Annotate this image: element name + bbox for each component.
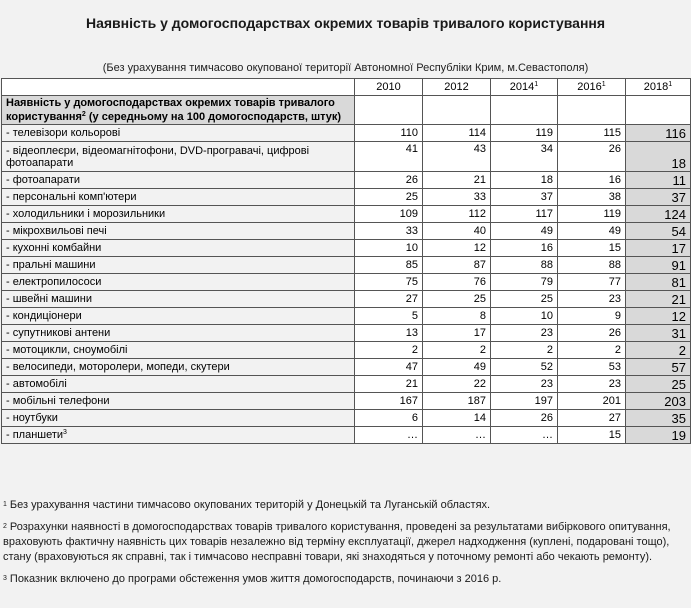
item-name [2, 172, 355, 189]
year-label: 2012 [444, 81, 469, 93]
section-header-label [2, 96, 355, 125]
value-cell: 23 [558, 376, 626, 393]
table-row [2, 240, 691, 257]
value-cell: 25 [355, 189, 423, 206]
table-row [2, 376, 691, 393]
value-cell: 12 [423, 240, 491, 257]
value-cell: 187 [423, 393, 491, 410]
item-name [2, 240, 355, 257]
value-cell: 85 [355, 257, 423, 274]
year-header [423, 79, 491, 96]
value-cell: 115 [558, 125, 626, 142]
value-cell: 49 [423, 359, 491, 376]
value-cell: 27 [558, 410, 626, 427]
section-label: Наявність у домогосподарствах окремих товарів тривалого користування [6, 97, 335, 123]
item-label: - електропилососи [6, 276, 102, 288]
footnote-text: Розрахунки наявності в домогосподарствах товарів тривалого користування, проведені за результатами вибіркового опитування, враховують фактичну наявність цих товарів незалежно від терміну експлуатації, джерел надходження (куплені, подаровані тощо), стану (враховуються як справні, так і тимчасово несправні товари, які знаходяться у поточному ремонті або чекають ремонту). [3, 521, 671, 563]
value-cell-latest: 116 [626, 125, 691, 142]
table-row [2, 393, 691, 410]
value-cell: 76 [423, 274, 491, 291]
value-cell: 23 [558, 291, 626, 308]
year-footnote-mark: 1 [601, 81, 606, 88]
year-label: 2016 [577, 81, 602, 93]
value-cell-latest: 31 [626, 325, 691, 342]
table-row [2, 189, 691, 206]
table-row [2, 125, 691, 142]
value-cell: 79 [491, 274, 558, 291]
footnote [3, 520, 687, 565]
value-cell: 9 [558, 308, 626, 325]
value-cell: 49 [558, 223, 626, 240]
value-cell-latest: 91 [626, 257, 691, 274]
value-cell: 15 [558, 240, 626, 257]
empty-cell [626, 96, 691, 125]
value-cell: 2 [355, 342, 423, 359]
item-name [2, 342, 355, 359]
table-row [2, 142, 691, 172]
page-subtitle: (Без урахування тимчасово окупованої території Автономної Республіки Крим, м.Севастополя) [102, 62, 589, 74]
value-cell: 26 [558, 325, 626, 342]
item-label: - велосипеди, моторолери, мопеди, скутери [6, 361, 230, 373]
empty-cell [423, 96, 491, 125]
value-cell-latest: 124 [626, 206, 691, 223]
value-cell-latest: 21 [626, 291, 691, 308]
value-cell: 17 [423, 325, 491, 342]
value-cell: 18 [491, 172, 558, 189]
item-label: - швейні машини [6, 293, 92, 305]
data-table [1, 78, 691, 444]
value-cell: 25 [491, 291, 558, 308]
value-cell: 119 [558, 206, 626, 223]
footnotes [3, 498, 687, 594]
value-cell-latest: 81 [626, 274, 691, 291]
table-row [2, 291, 691, 308]
item-footnote-mark: 3 [63, 429, 67, 436]
year-label: 2014 [509, 81, 535, 93]
item-name [2, 308, 355, 325]
table-row [2, 359, 691, 376]
value-cell: 15 [558, 427, 626, 444]
value-cell-latest: 18 [626, 142, 691, 172]
value-cell: 88 [491, 257, 558, 274]
year-header [491, 79, 558, 96]
value-cell: 112 [423, 206, 491, 223]
item-name [2, 223, 355, 240]
section-label-tail: (у середньому на 100 домогосподарств, штук) [85, 111, 342, 123]
value-cell-latest: 11 [626, 172, 691, 189]
value-cell: 5 [355, 308, 423, 325]
item-name [2, 206, 355, 223]
footnote-mark: 1 [3, 501, 7, 508]
footnote-text: Показник включено до програми обстеження умов життя домогосподарств, починаючи з 2016 р. [9, 573, 502, 585]
item-label: - планшети [6, 429, 64, 441]
table-row [2, 410, 691, 427]
value-cell: 37 [491, 189, 558, 206]
value-cell: 110 [355, 125, 423, 142]
item-name [2, 274, 355, 291]
value-cell-latest: 37 [626, 189, 691, 206]
item-name [2, 376, 355, 393]
empty-cell [558, 96, 626, 125]
table-row [2, 427, 691, 444]
item-label: - мікрохвильові печі [6, 225, 107, 237]
year-header-row [2, 79, 691, 96]
table-row [2, 172, 691, 189]
item-name [2, 427, 355, 444]
value-cell: 47 [355, 359, 423, 376]
value-cell: 49 [491, 223, 558, 240]
value-cell: 87 [423, 257, 491, 274]
value-cell: … [355, 427, 423, 444]
value-cell-latest: 203 [626, 393, 691, 410]
page-title: Наявність у домогосподарствах окремих товарів тривалого користування [85, 15, 606, 31]
year-label: 2018 [643, 81, 669, 93]
item-label: - телевізори кольорові [6, 127, 121, 139]
value-cell: 21 [355, 376, 423, 393]
value-cell: 33 [423, 189, 491, 206]
value-cell: 34 [491, 142, 558, 172]
value-cell: 8 [423, 308, 491, 325]
table-row [2, 325, 691, 342]
value-cell: 23 [491, 376, 558, 393]
value-cell-latest: 25 [626, 376, 691, 393]
item-name [2, 257, 355, 274]
value-cell: 26 [355, 172, 423, 189]
item-name [2, 125, 355, 142]
value-cell-latest: 54 [626, 223, 691, 240]
footnote-mark: 3 [3, 575, 7, 582]
value-cell: 117 [491, 206, 558, 223]
value-cell: 26 [491, 410, 558, 427]
value-cell-latest: 12 [626, 308, 691, 325]
value-cell-latest: 57 [626, 359, 691, 376]
item-label: - холодильники і морозильники [6, 208, 166, 220]
value-cell-latest: 35 [626, 410, 691, 427]
table-row [2, 257, 691, 274]
value-cell: 53 [558, 359, 626, 376]
value-cell: 114 [423, 125, 491, 142]
empty-cell [491, 96, 558, 125]
value-cell: 167 [355, 393, 423, 410]
table-row [2, 342, 691, 359]
table-row [2, 223, 691, 240]
value-cell: 25 [423, 291, 491, 308]
value-cell: 75 [355, 274, 423, 291]
table-row [2, 206, 691, 223]
year-header [355, 79, 423, 96]
item-label: - персональні комп'ютери [6, 191, 137, 203]
value-cell: 21 [423, 172, 491, 189]
value-cell: 14 [423, 410, 491, 427]
value-cell: 38 [558, 189, 626, 206]
year-footnote-mark: 1 [534, 81, 539, 88]
value-cell: 2 [423, 342, 491, 359]
value-cell: 197 [491, 393, 558, 410]
value-cell: 10 [355, 240, 423, 257]
value-cell: 2 [491, 342, 558, 359]
value-cell: 6 [355, 410, 423, 427]
item-name [2, 359, 355, 376]
value-cell: 43 [423, 142, 491, 172]
value-cell: 10 [491, 308, 558, 325]
item-name [2, 142, 355, 172]
item-label: - кондиціонери [6, 310, 82, 322]
table-row [2, 274, 691, 291]
footnote-text: Без урахування частини тимчасово окупованих територій у Донецькій та Луганській областях. [9, 499, 491, 511]
item-label: - мобільні телефони [6, 395, 110, 407]
item-label: - кухонні комбайни [6, 242, 102, 254]
item-label: - відеоплеєри, відеомагнітофони, DVD-програвачі, цифрові фотоапарати [6, 144, 310, 169]
footnote [3, 572, 687, 587]
item-name [2, 291, 355, 308]
value-cell: 40 [423, 223, 491, 240]
table-row [2, 308, 691, 325]
section-footnote-mark: 2 [81, 111, 86, 118]
value-cell: 77 [558, 274, 626, 291]
item-name [2, 189, 355, 206]
footnote [3, 498, 687, 513]
value-cell: 119 [491, 125, 558, 142]
value-cell: 16 [558, 172, 626, 189]
footnote-mark: 2 [3, 523, 7, 530]
value-cell-latest: 19 [626, 427, 691, 444]
value-cell: 27 [355, 291, 423, 308]
year-label: 2010 [376, 81, 401, 93]
item-label: - супутникові антени [6, 327, 111, 339]
value-cell: 22 [423, 376, 491, 393]
item-label: - автомобілі [6, 378, 67, 390]
value-cell: 26 [558, 142, 626, 172]
year-footnote-mark: 1 [668, 81, 673, 88]
value-cell: 13 [355, 325, 423, 342]
value-cell: … [491, 427, 558, 444]
item-label: - ноутбуки [6, 412, 58, 424]
header-corner [2, 79, 355, 96]
item-name [2, 393, 355, 410]
item-name [2, 325, 355, 342]
value-cell: 109 [355, 206, 423, 223]
item-label: - пральні машини [6, 259, 96, 271]
value-cell: 201 [558, 393, 626, 410]
section-header-row [2, 96, 691, 125]
empty-cell [355, 96, 423, 125]
value-cell: 33 [355, 223, 423, 240]
value-cell: 41 [355, 142, 423, 172]
value-cell: 88 [558, 257, 626, 274]
item-label: - фотоапарати [6, 174, 81, 186]
value-cell: 2 [558, 342, 626, 359]
item-name [2, 410, 355, 427]
value-cell: 23 [491, 325, 558, 342]
value-cell: 16 [491, 240, 558, 257]
value-cell-latest: 17 [626, 240, 691, 257]
value-cell: … [423, 427, 491, 444]
value-cell-latest: 2 [626, 342, 691, 359]
year-header [626, 79, 691, 96]
year-header [558, 79, 626, 96]
value-cell: 52 [491, 359, 558, 376]
item-label: - мотоцикли, сноумобілі [6, 344, 128, 356]
